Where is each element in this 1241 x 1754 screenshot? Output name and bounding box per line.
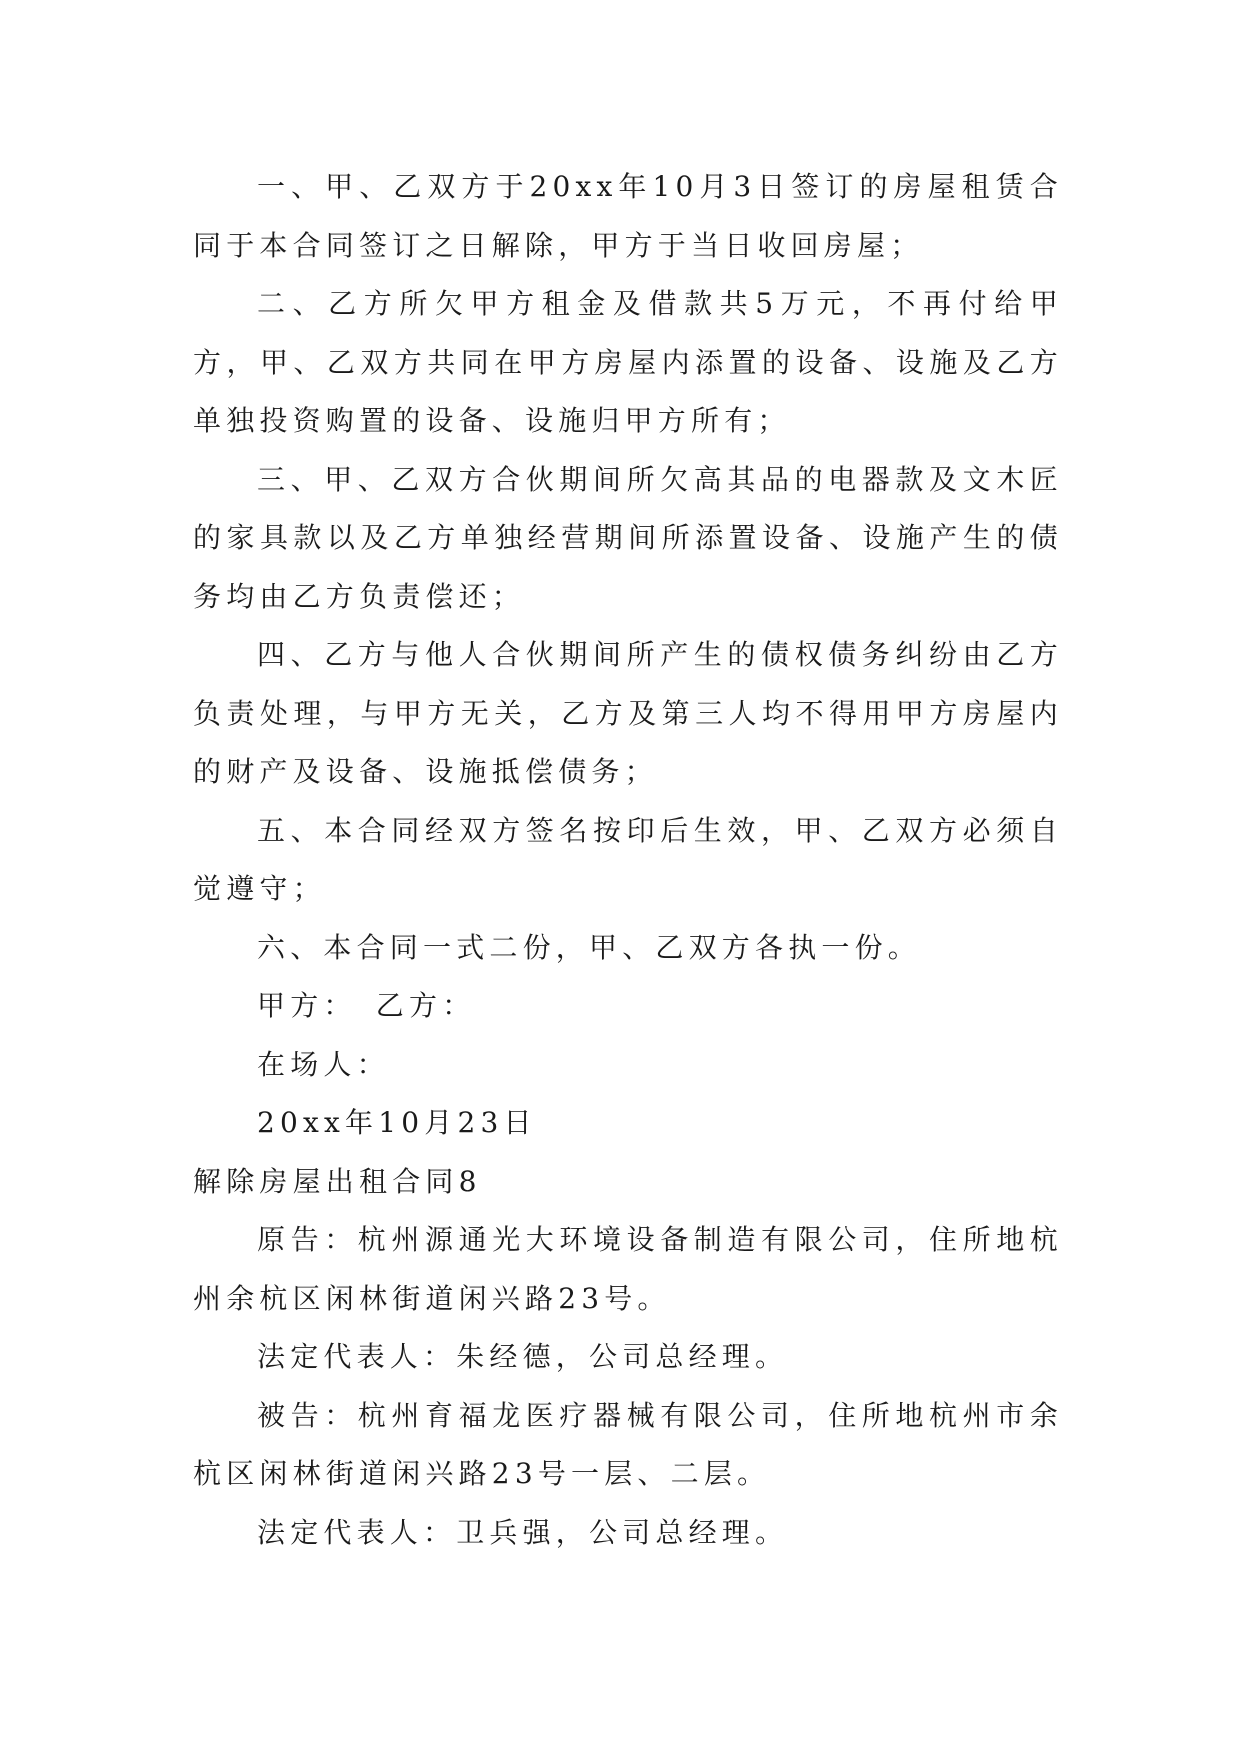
paragraph-defendant: 被告：杭州育福龙医疗器械有限公司，住所地杭州市余杭区闲林街道闲兴路23号一层、二层。: [193, 1398, 1063, 1490]
paragraph-clause-4: 四、乙方与他人合伙期间所产生的债权债务纠纷由乙方负责处理，与甲方无关，乙方及第三人均不得用甲方房屋内的财产及设备、设施抵偿债务；: [193, 638, 1063, 788]
signature-parties: 甲方： 乙方：: [257, 989, 476, 1022]
paragraph-clause-3: 三、甲、乙双方合伙期间所欠高其品的电器款及文木匠的家具款以及乙方单独经营期间所添置设备、设施产生的债务均由乙方负责偿还；: [193, 462, 1063, 613]
paragraph-clause-6: 六、本合同一式二份，甲、乙双方各执一份。: [257, 930, 922, 964]
section-heading: 解除房屋出租合同8: [193, 1164, 482, 1198]
paragraph-clause-5: 五、本合同经双方签名按印后生效，甲、乙双方必须自觉遵守；: [193, 813, 1063, 905]
paragraph-plaintiff-representative: 法定代表人：朱经德，公司总经理。: [257, 1340, 789, 1373]
paragraph-clause-2: 二、乙方所欠甲方租金及借款共5万元，不再付给甲方，甲、乙双方共同在甲方房屋内添置的设备、设施及乙方单独投资购置的设备、设施归甲方所有；: [193, 287, 1063, 437]
paragraph-clause-1: 一、甲、乙双方于20xx年10月3日签订的房屋租赁合同于本合同签订之日解除，甲方于当日收回房屋；: [193, 170, 1063, 262]
paragraph-defendant-representative: 法定代表人：卫兵强，公司总经理。: [257, 1515, 789, 1549]
document-body: [193, 158, 1063, 1562]
signature-date: 20xx年10月23日: [257, 1106, 537, 1139]
paragraph-plaintiff: 原告：杭州源通光大环境设备制造有限公司，住所地杭州余杭区闲林街道闲兴路23号。: [193, 1223, 1063, 1315]
signature-witness: 在场人：: [257, 1047, 390, 1081]
